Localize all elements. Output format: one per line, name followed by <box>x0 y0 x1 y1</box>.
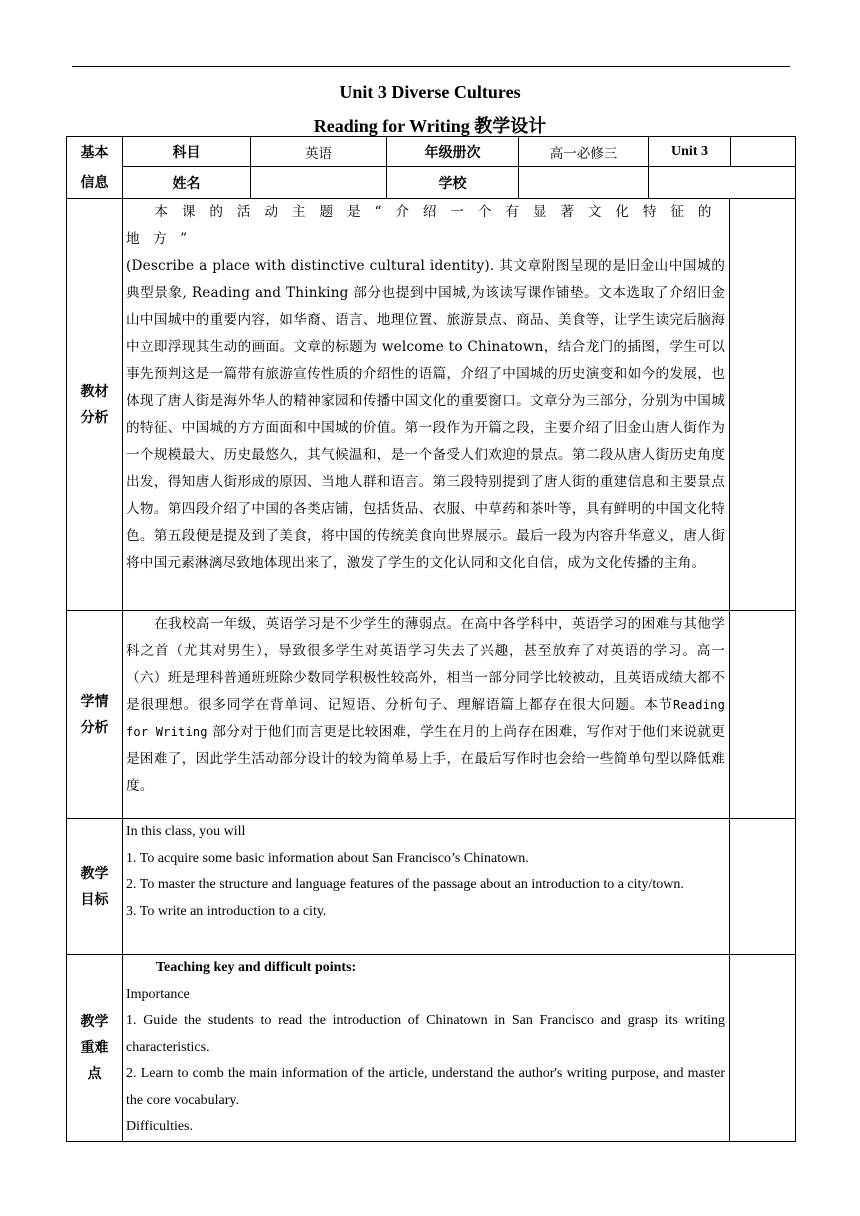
basic-info-label: 基本 信息 <box>67 137 123 199</box>
header-rule <box>72 66 790 67</box>
keypoints-heading: Teaching key and difficult points: <box>156 960 357 975</box>
blank-cell <box>730 955 796 1142</box>
difficulties-label: Difficulties. <box>126 1119 194 1134</box>
school-label: 学校 <box>387 167 519 199</box>
student-analysis-content <box>123 611 730 819</box>
textbook-analysis-text: (Describe a place with distinctive cultural identity). 其文章附图呈现的是旧金山中国城的典型景象, Reading and Thinking 部分也提到中国城,为该读写课作铺垫。文本选取了介绍旧金山中国城中的重要内容，如华裔、语言、地理位置、旅游景点、商品、美食等，让学生读完后脑海中立即浮现其生动的画面。文章的标题为 welcome to Chinatown，结合龙门的插图，学生可以事先预判这是一篇带有旅游宣传性质的介绍性的语篇，介绍了中国城的历史演变和如今的发展，也体现了唐人街是海外华人的精神家园和传播中国文化的重要窗口。文章分为三部分，分别为中国城的特征、中国城的方方面面和中国城的价值。第一段作为开篇之段，主要介绍了旧金山唐人街作为一个规模最大、历史最悠久，其气候温和，是一个备受人们欢迎的景点。第二段从唐人街历史角度出发，得知唐人街形成的原因、当地人群和语言。第三段特别提到了唐人街的重建信息和主要景点人物。第四段介绍了中国的各类店铺，包括货品、衣服、中草药和茶叶等，具有鲜明的中国文化特色。第五段便是提及到了美食，将中国的传统美食向世界展示。最后一段为内容升华意义，唐人街将中国元素淋漓尽致地体现出来了，激发了学生的文化认同和文化自信，成为文化传播的主角。 <box>126 258 725 571</box>
keypoints-label: 教学 重难 点 <box>67 955 123 1142</box>
textbook-analysis-content <box>123 199 730 611</box>
lesson-name: Reading for Writing <box>126 698 725 739</box>
keypoint-item: 2. Learn to comb the main information of the article, understand the author's writing purpose, and master the core vocabulary. <box>126 1066 725 1108</box>
subject-label: 科目 <box>123 137 251 167</box>
blank-cell <box>730 199 796 611</box>
objectives-label: 教学 目标 <box>67 819 123 955</box>
student-analysis-text-end: 部分对于他们而言更是比较困难，学生在月的上尚存在困难，写作对于他们来说就更是困难了，因此学生活动部分设计的较为简单易上手，在最后写作时也会给一些简单句型以降低难度。 <box>126 724 726 794</box>
textbook-theme: 本课的活动主题是“介绍一个有显著文化特征的地方” <box>126 204 725 247</box>
keypoints-content <box>123 955 730 1142</box>
student-analysis-label: 学情 分析 <box>67 611 123 819</box>
objectives-intro: In this class, you will <box>126 824 246 839</box>
keypoint-item: 1. Guide the students to read the introduction of Chinatown in San Francisco and grasp its writing characteristics. <box>126 1013 725 1055</box>
objective-item: 3. To write an introduction to a city. <box>126 903 327 919</box>
grade-label: 年级册次 <box>387 137 519 167</box>
objectives-content <box>123 819 730 955</box>
subject-value: 英语 <box>251 137 387 167</box>
blank-cell <box>731 137 796 167</box>
document-subtitle: Reading for Writing 教学设计 <box>313 116 547 136</box>
name-label: 姓名 <box>123 167 251 199</box>
lesson-plan-table <box>66 198 796 1142</box>
student-analysis-text: 在我校高一年级，英语学习是不少学生的薄弱点。在高中各学科中，英语学习的困难与其他学科之首（尤其对男生），导致很多学生对英语学习失去了兴趣，甚至放弃了对英语的学习。高一（六）班是理科普通班班除少数同学积极性较高外，相当一部分同学比较被动，且英语成绩大都不是很理想。很多同学在背单词、记短语、分析句子、理解语篇上都存在很大问题。本节 <box>126 616 725 713</box>
grade-value: 高一必修三 <box>519 137 649 167</box>
importance-label: Importance <box>126 986 190 1002</box>
textbook-analysis-label: 教材 分析 <box>67 199 123 611</box>
blank-cell <box>730 819 796 955</box>
blank-cell <box>730 611 796 819</box>
objective-item: 1. To acquire some basic information about San Francisco’s Chinatown. <box>126 850 529 866</box>
document-title: Unit 3 Diverse Cultures <box>339 82 521 102</box>
unit-value: Unit 3 <box>649 137 731 167</box>
name-value <box>251 167 387 199</box>
basic-info-table <box>66 136 796 199</box>
blank-cell <box>649 167 796 199</box>
objective-item: 2. To master the structure and language features of the passage about an introduction to a city/town. <box>126 877 684 892</box>
school-value <box>519 167 649 199</box>
